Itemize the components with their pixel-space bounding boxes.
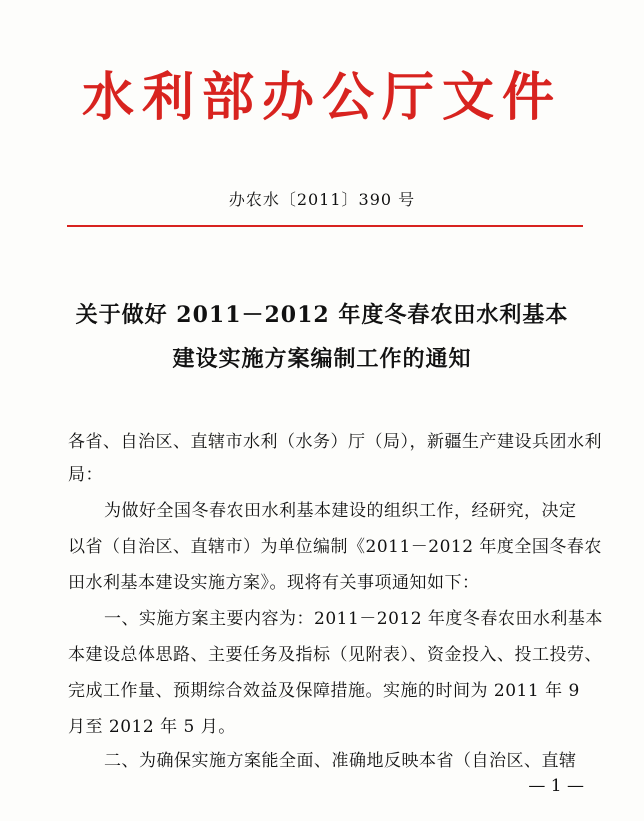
- paragraph-2-line-4: 月至 2012 年 5 月。: [68, 717, 236, 737]
- addressee-line-1: 各省、自治区、直辖市水利（水务）厅（局），新疆生产建设兵团水利: [68, 432, 602, 452]
- paragraph-2-line-1: 一、实施方案主要内容为：2011－2012 年度冬春农田水利基本: [104, 609, 603, 629]
- paragraph-3-line-1: 二、为确保实施方案能全面、准确地反映本省（自治区、直辖: [104, 751, 577, 771]
- paragraph-1-line-3: 田水利基本建设实施方案》。现将有关事项通知如下：: [68, 573, 480, 593]
- document-title-line-1: 关于做好 2011－2012 年度冬春农田水利基本: [75, 302, 569, 328]
- paragraph-2-line-2: 本建设总体思路、主要任务及指标（见附表）、资金投入、投工投劳、: [68, 645, 602, 665]
- paragraph-2-line-3: 完成工作量、预期综合效益及保障措施。实施的时间为 2011 年 9: [68, 681, 580, 701]
- issuer-header: 水利部办公厅文件: [81, 67, 562, 128]
- paragraph-1-line-2: 以省（自治区、直辖市）为单位编制《2011－2012 年度全国冬春农: [68, 537, 602, 557]
- addressee-line-2: 局：: [68, 465, 103, 485]
- page-number: — 1 —: [528, 776, 584, 796]
- red-divider-line: [67, 225, 583, 227]
- paragraph-1-line-1: 为做好全国冬春农田水利基本建设的组织工作，经研究，决定: [104, 501, 577, 521]
- document-title-line-2: 建设实施方案编制工作的通知: [172, 346, 472, 372]
- document-number: 办农水〔2011〕390 号: [228, 190, 416, 209]
